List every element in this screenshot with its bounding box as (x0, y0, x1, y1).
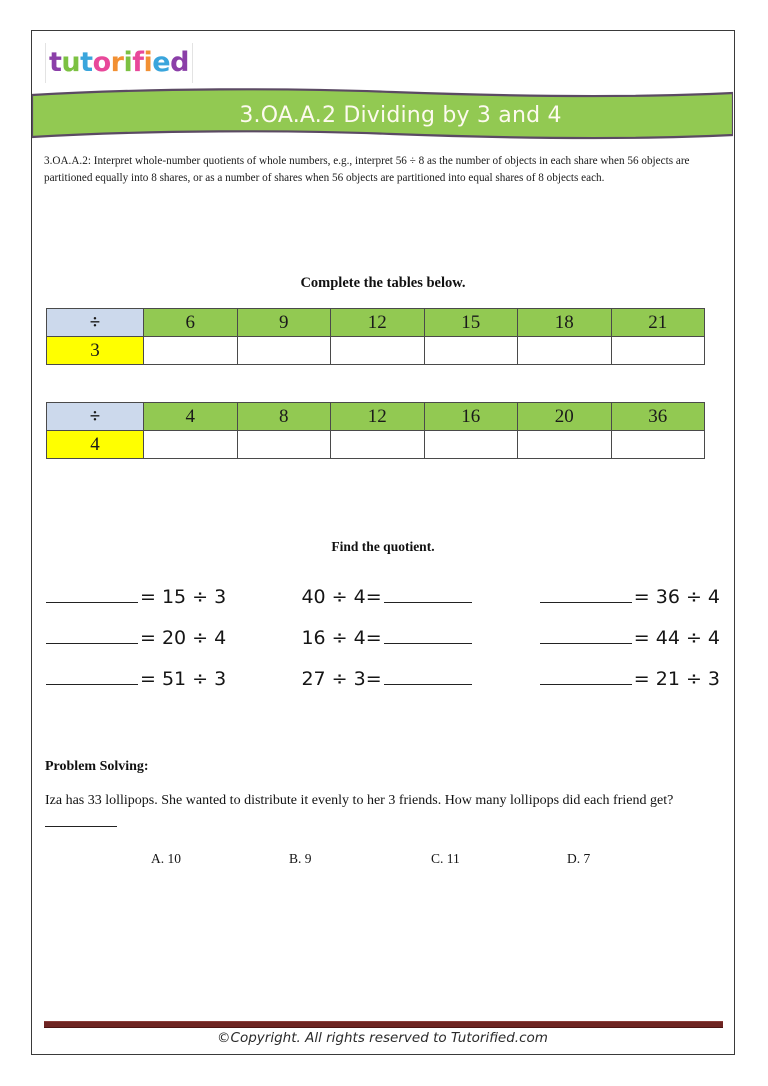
quotient-problem (46, 626, 272, 649)
answer-cell[interactable] (331, 337, 425, 365)
logo-letter-3: o (92, 47, 111, 78)
quotient-row (46, 567, 722, 608)
choice-option-a[interactable] (45, 851, 289, 867)
answer-cell[interactable] (424, 337, 518, 365)
quotient-expression: = 21 ÷ 3 (633, 668, 720, 690)
table-header-cell: 18 (518, 309, 612, 337)
answer-blank[interactable] (46, 667, 138, 685)
answer-cell[interactable] (331, 431, 425, 459)
logo-letter-5: i (123, 47, 133, 78)
choice-letter: B. (289, 851, 302, 866)
quotient-heading: Find the quotient. (331, 539, 435, 554)
choice-option-b[interactable] (289, 851, 431, 867)
logo-letter-9: d (170, 47, 189, 78)
answer-blank[interactable] (540, 585, 632, 603)
table-header-cell: 12 (331, 403, 425, 431)
choice-value: 7 (583, 851, 591, 866)
choice-value: 9 (304, 851, 312, 866)
division-table-1 (46, 308, 705, 365)
quotient-problem (528, 626, 722, 649)
quotient-expression: = 51 ÷ 3 (140, 668, 227, 690)
choice-option-d[interactable] (567, 851, 687, 867)
question-text: Iza has 33 lollipops. She wanted to distribute it evenly to her 3 friends. How many lollipops did each friend get? (45, 793, 674, 808)
answer-cell[interactable] (518, 431, 612, 459)
quotient-expression: 40 ÷ 4= (301, 586, 382, 608)
quotient-problem (272, 585, 527, 608)
table-header-cell: 15 (424, 309, 518, 337)
answer-blank[interactable] (46, 585, 138, 603)
quotient-problem (46, 667, 272, 690)
answer-cell[interactable] (518, 337, 612, 365)
worksheet-page (31, 30, 735, 1055)
problem-solving-question (45, 789, 721, 835)
quotient-expression: 27 ÷ 3= (301, 668, 382, 690)
answer-cell[interactable] (611, 431, 705, 459)
answer-blank[interactable] (45, 813, 117, 827)
table-header-cell: 20 (518, 403, 612, 431)
logo-letter-2: t (80, 47, 93, 78)
footer-divider (44, 1021, 723, 1028)
table-header-cell: 36 (611, 403, 705, 431)
choice-letter: C. (431, 851, 444, 866)
answer-cell[interactable] (237, 337, 331, 365)
quotient-problems (46, 567, 722, 690)
quotient-problem (528, 585, 722, 608)
table-row-label: 4 (47, 431, 144, 459)
logo-letter-7: i (143, 47, 153, 78)
quotient-expression: = 36 ÷ 4 (633, 586, 720, 608)
quotient-row (46, 649, 722, 690)
table-row-label: 3 (47, 337, 144, 365)
answer-blank[interactable] (540, 626, 632, 644)
quotient-problem (272, 667, 527, 690)
logo-letter-4: r (110, 47, 124, 78)
table-header-cell: 8 (237, 403, 331, 431)
answer-cell[interactable] (424, 431, 518, 459)
table-header-cell: 4 (144, 403, 238, 431)
answer-blank[interactable] (384, 626, 472, 644)
answer-cell[interactable] (611, 337, 705, 365)
logo-letter-1: u (61, 47, 81, 78)
table-header-cell: 16 (424, 403, 518, 431)
table-row-answers (47, 337, 705, 365)
choice-option-c[interactable] (431, 851, 567, 867)
tables-heading: Complete the tables below. (300, 275, 466, 291)
table-header-cell: 9 (237, 309, 331, 337)
answer-choices (45, 851, 721, 867)
table-row-headers (47, 309, 705, 337)
choice-value: 11 (446, 851, 460, 866)
answer-cell[interactable] (144, 431, 238, 459)
quotient-expression: = 44 ÷ 4 (633, 627, 720, 649)
table-header-cell: 6 (144, 309, 238, 337)
copyright-notice: ©Copyright. All rights reserved to Tutorified.com (217, 1030, 548, 1046)
answer-blank[interactable] (540, 667, 632, 685)
tutorified-logo (45, 43, 193, 83)
table-row-answers (47, 431, 705, 459)
choice-letter: A. (151, 851, 165, 866)
quotient-problem (528, 667, 722, 690)
logo-letter-8: e (152, 47, 171, 78)
answer-cell[interactable] (237, 431, 331, 459)
answer-blank[interactable] (384, 585, 472, 603)
logo-letter-0: t (49, 47, 62, 78)
division-table-2 (46, 402, 705, 459)
quotient-problem (46, 585, 272, 608)
worksheet-title: 3.OA.A.2 Dividing by 3 and 4 (239, 102, 562, 128)
logo-letter-6: f (132, 47, 144, 78)
choice-letter: D. (567, 851, 581, 866)
quotient-row (46, 608, 722, 649)
choice-value: 10 (167, 851, 181, 866)
quotient-expression: 16 ÷ 4= (301, 627, 382, 649)
standard-description: 3.OA.A.2: Interpret whole-number quotients of whole numbers, e.g., interpret 56 ÷ 8 as the number of objects in each share when 56 objects are partitioned equally into 8 shares, or as a number of shares when 56 objects are partitioned into equal shares of 8 objects each. (44, 155, 690, 185)
problem-solving-label: Problem Solving: (45, 759, 149, 774)
quotient-expression: = 20 ÷ 4 (140, 627, 227, 649)
table-row-headers (47, 403, 705, 431)
divide-symbol-cell: ÷ (47, 403, 144, 431)
answer-cell[interactable] (144, 337, 238, 365)
table-header-cell: 12 (331, 309, 425, 337)
answer-blank[interactable] (46, 626, 138, 644)
quotient-problem (272, 626, 527, 649)
answer-blank[interactable] (384, 667, 472, 685)
table-header-cell: 21 (611, 309, 705, 337)
logo-area (45, 43, 345, 87)
title-banner (32, 87, 733, 143)
divide-symbol-cell: ÷ (47, 309, 144, 337)
quotient-expression: = 15 ÷ 3 (140, 586, 227, 608)
